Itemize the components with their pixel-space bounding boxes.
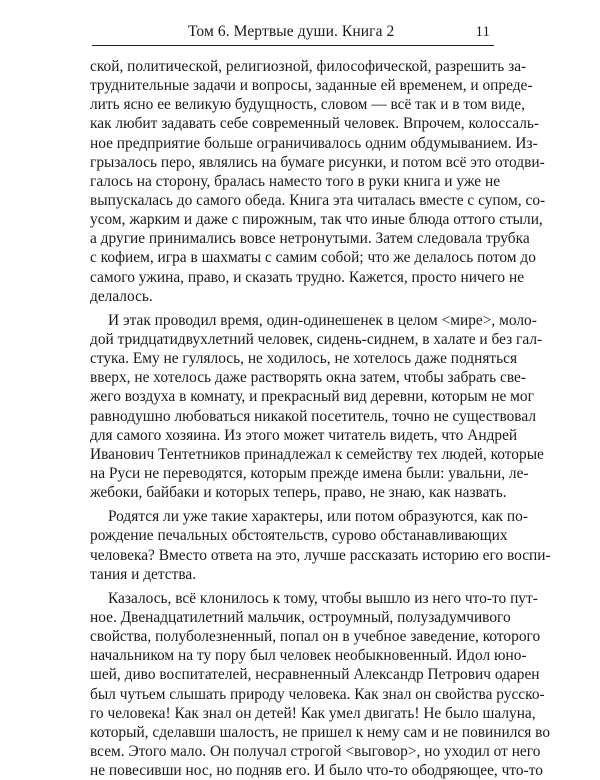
body-text	[90, 57, 551, 780]
text-line: как любит задавать себе современный человек. Впрочем, колоссаль-	[90, 115, 540, 133]
text-line: был чутьем слышать природу человека. Как знал он свойства русско-	[90, 685, 545, 703]
paragraph	[90, 57, 546, 306]
text-line: вверх, не хотелось даже растворять окна затем, чтобы забрать све-	[90, 369, 526, 387]
text-line: всем. Этого мало. Он получал строгой <выговор>, но уходил от него	[90, 742, 541, 760]
text-line: на Руси не переводятся, которым прежде имена были: увальни, ле-	[90, 464, 529, 482]
text-line: грызалось перо, являлись на бумаге рисунки, и потом всё это отодви-	[90, 153, 545, 171]
text-line: дой тридцатидвухлетний человек, сидень-сиднем, в халате и без гал-	[90, 330, 543, 348]
text-line: жебоки, байбаки и которых теперь, право, не знаю, как назвать.	[90, 484, 507, 502]
running-title: Том 6. Мертвые души. Книга 2	[188, 23, 395, 40]
text-line: го человека! Как знал он детей! Как умел двигать! Не было шалуна,	[90, 704, 536, 722]
text-line: равнодушно любоваться никакой посетитель, точно не существовал	[90, 407, 537, 425]
text-line: И этак проводил время, один-одинешенек в целом <мире>, моло-	[108, 311, 537, 329]
text-line: самого ужина, право, и сказать трудно. Кажется, просто ничего не	[90, 268, 525, 286]
text-line: усом, жарким и даже с пирожным, так что иные блюда оттого стыли,	[90, 211, 543, 229]
text-line: Иванович Тентетников принадлежал к семейству тех людей, которые	[90, 445, 544, 463]
text-line: выпускалась до самого обеда. Книга эта читалась вместе с супом, со-	[90, 191, 546, 209]
text-line: жего воздуха в комнату, и прекрасный вид деревни, которым не мог	[90, 388, 534, 406]
text-line: труднительные задачи и вопросы, заданные ей временем, и опреде-	[90, 77, 533, 95]
text-line: стука. Ему не гулялось, не ходилось, не хотелось даже подняться	[90, 350, 518, 368]
text-line: лить ясно ее великую будущность, словом — всё так и в том виде,	[90, 96, 525, 114]
text-line: не повесивши нос, но подняв его. И было что-то ободряющее, что-то	[90, 762, 543, 780]
text-line: ской, политической, религиозной, философической, разрешить за-	[90, 58, 527, 75]
text-line: рождение печальных обстоятельств, сурово обстанавливающих	[90, 527, 508, 545]
text-line: а другие принимались вовсе нетронутыми. Затем следовала трубка	[90, 230, 530, 248]
text-line: шей, диво воспитателей, несравненный Александр Петрович одарен	[90, 666, 540, 684]
text-line: человека? Вместо ответа на это, лучше рассказать историю его воспи-	[90, 546, 551, 564]
page-number: 11	[475, 24, 490, 40]
text-line: Родятся ли уже такие характеры, или потом образуются, как по-	[108, 508, 528, 526]
text-line: делалось.	[90, 287, 153, 305]
text-line: начальником на ту пору был человек необыкновенный. Идол юно-	[90, 647, 527, 665]
text-line: Казалось, всё клонилось к тому, чтобы вышло из него что-то пут-	[108, 589, 538, 607]
text-line: галось на сторону, бралась наместо того в руки книга и уже не	[90, 172, 501, 190]
paragraph	[90, 589, 551, 780]
running-header	[92, 12, 494, 46]
text-line: с кофием, игра в шахматы с самим собой; что же делалось потом до	[90, 249, 536, 267]
text-line: который, сделавши шалость, не пришел к нему сам и не повинился во	[90, 723, 551, 741]
text-line: для самого хозяина. Из этого может читатель видеть, что Андрей	[90, 426, 518, 444]
text-line: ное. Двенадцатилетний мальчик, остроумный, полузадумчивого	[90, 608, 511, 626]
text-line: свойства, полуболезненный, попал он в учебное заведение, которого	[90, 628, 541, 646]
paragraph	[90, 311, 544, 502]
paragraph	[90, 507, 551, 584]
text-line: ное предприятие больше ограничивалось одним обдумыванием. Из-	[90, 134, 538, 152]
text-line: тания и детства.	[90, 565, 197, 583]
